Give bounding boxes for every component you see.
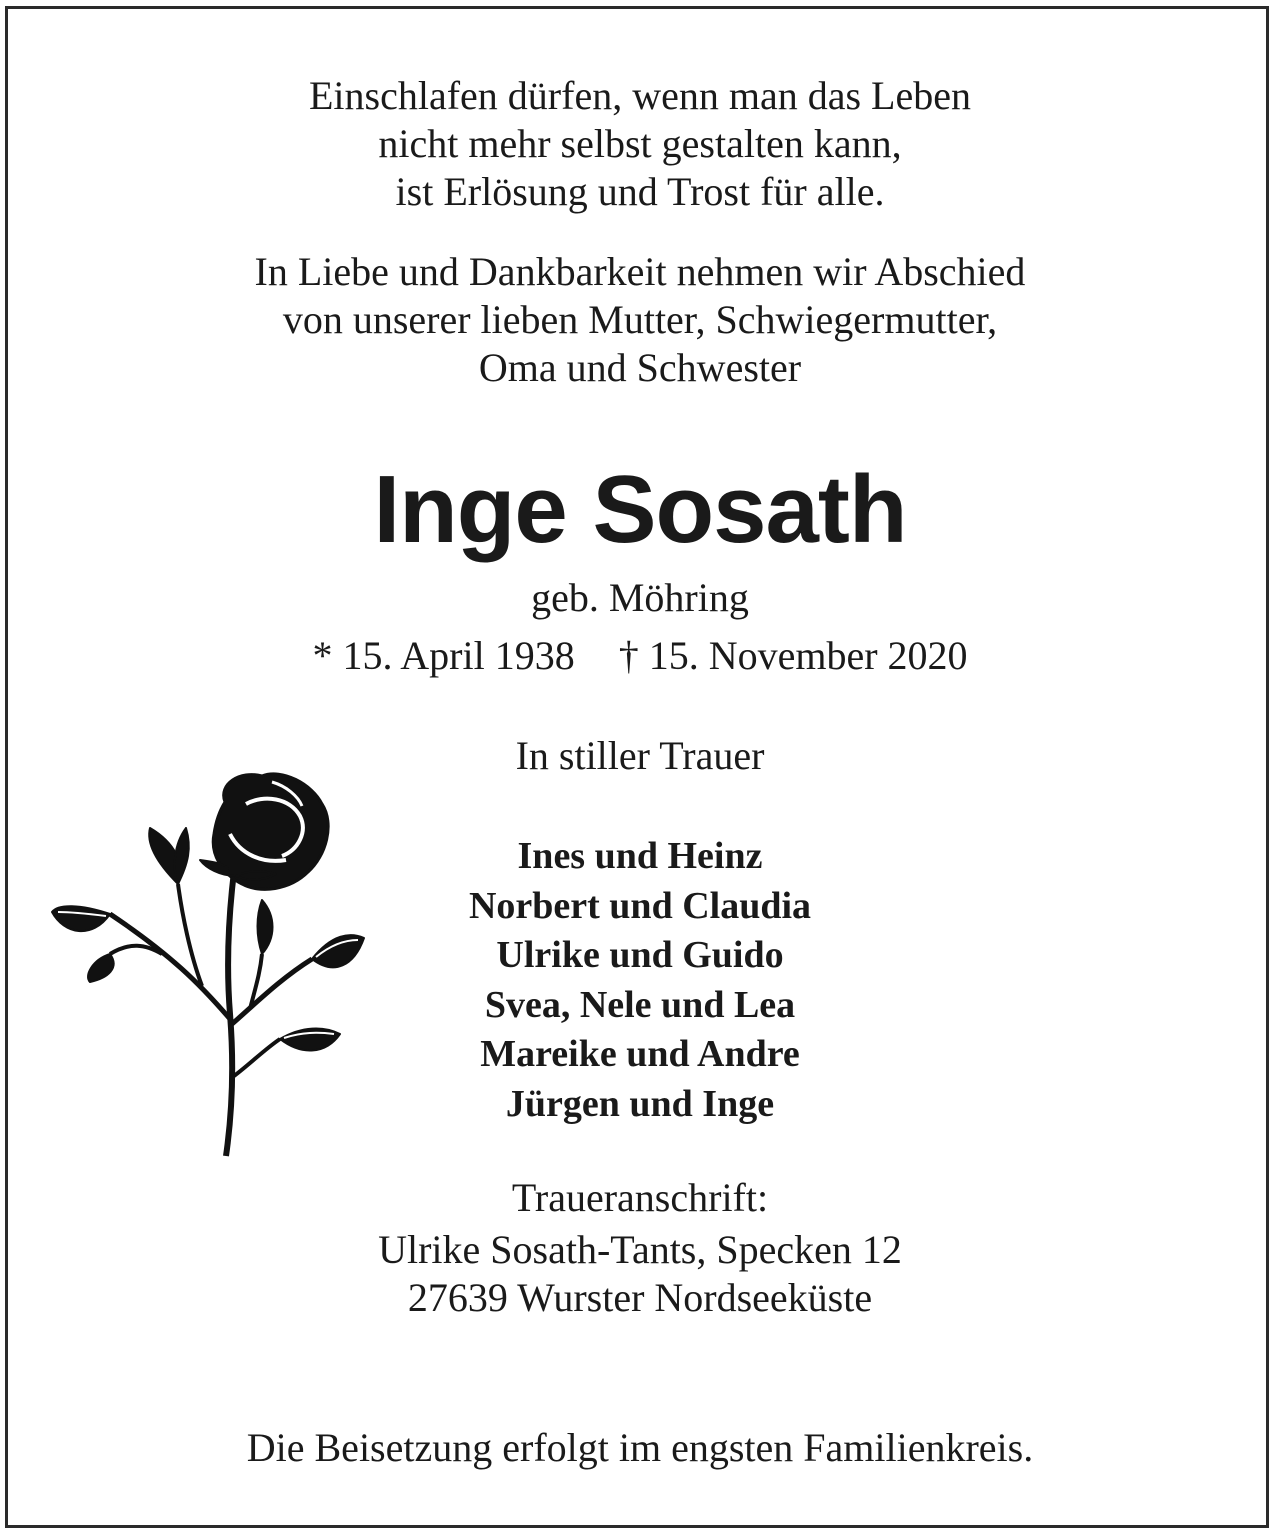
- death-date: † 15. November 2020: [618, 633, 968, 678]
- family-member: Svea, Nele und Lea: [484, 983, 796, 1026]
- motto-line: nicht mehr selbst gestalten kann,: [378, 121, 902, 166]
- motto-line: Einschlafen dürfen, wenn man das Leben: [309, 73, 971, 118]
- family-member: Ines und Heinz: [517, 835, 763, 877]
- address-line: 27639 Wurster Nordseeküste: [407, 1275, 873, 1320]
- motto-verse: [0, 72, 1280, 216]
- address-label: Traueranschrift:: [511, 1175, 769, 1220]
- burial-note: Die Beisetzung erfolgt im engsten Familienkreis.: [246, 1425, 1034, 1470]
- address-label-block: [0, 1174, 1280, 1222]
- family-member: Ulrike und Guido: [496, 934, 784, 976]
- deceased-name: Inge Sosath: [373, 456, 907, 563]
- family-member: Mareike und Andre: [480, 1033, 800, 1075]
- mourning-address: [0, 1226, 1280, 1322]
- mourning-heading: In stiller Trauer: [515, 733, 765, 778]
- birth-name: geb. Möhring: [531, 575, 749, 620]
- birth-name-block: [0, 574, 1280, 622]
- address-line: Ulrike Sosath-Tants, Specken 12: [378, 1227, 902, 1272]
- farewell-line: von unserer lieben Mutter, Schwiegermutter,: [282, 297, 998, 342]
- farewell-line: In Liebe und Dankbarkeit nehmen wir Abschied: [254, 249, 1026, 294]
- family-list: [0, 832, 1280, 1129]
- farewell-text: [0, 248, 1280, 392]
- farewell-line: Oma und Schwester: [478, 345, 802, 390]
- motto-line: ist Erlösung und Trost für alle.: [395, 169, 885, 214]
- family-member: Jürgen und Inge: [505, 1082, 775, 1125]
- birth-date: * 15. April 1938: [312, 633, 575, 678]
- family-member: Norbert und Claudia: [468, 884, 812, 927]
- burial-note-block: [0, 1424, 1280, 1472]
- life-dates: [0, 632, 1280, 680]
